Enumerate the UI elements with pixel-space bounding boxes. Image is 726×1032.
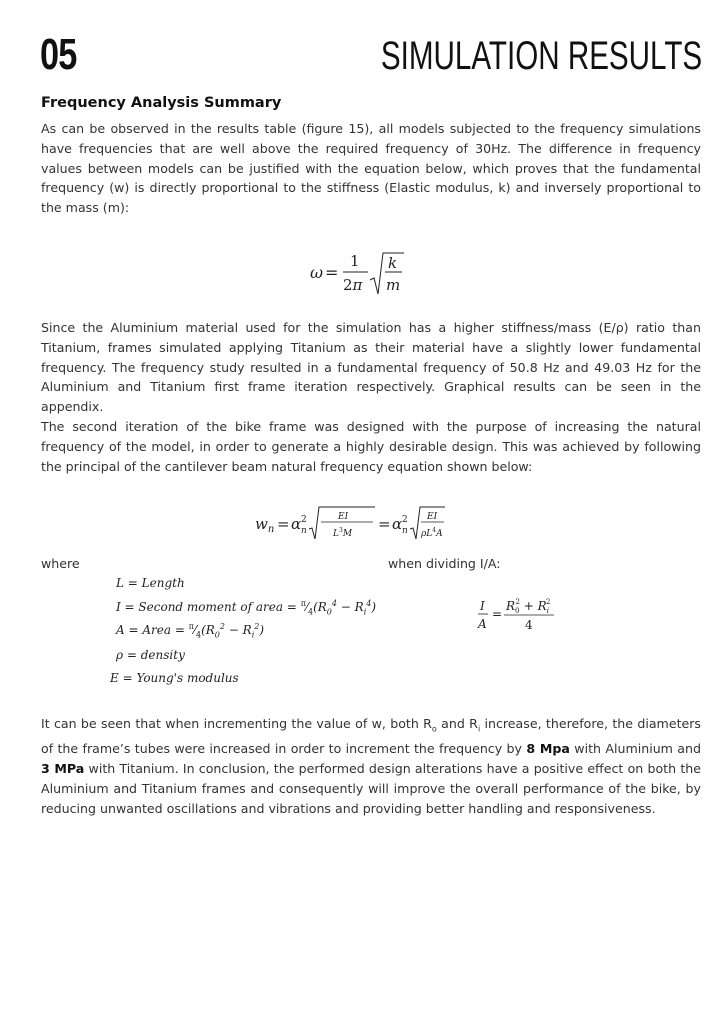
- svg-text:α: α: [291, 515, 302, 533]
- subscript-i: i: [477, 724, 481, 734]
- svg-text:n: n: [301, 526, 307, 536]
- section-title: SIMULATION RESULTS: [380, 34, 702, 78]
- conclusion-text-c: increase, therefore, the diameters of the frame’s tubes were increased in order to increment the frequency by: [41, 716, 701, 757]
- svg-text:=: =: [325, 263, 339, 282]
- equation-fundamental-frequency: [310, 250, 420, 300]
- svg-text:ρL4A: $\rho L^4A$: [421, 527, 443, 539]
- definition-density: ρ = density: [116, 648, 185, 662]
- svg-text:I: I: [480, 599, 485, 613]
- paragraph-material-comparison: Since the Aluminium material used for the simulation has a higher stiffness/mass (E/ρ) ratio than Titanium, frames simulated applying Titanium as their material have a slightly lower fundamental frequency. The frequency study resulted in a fundamental frequency of 50.8 Hz and 49.03 Hz for the Aluminium and Titanium first frame iteration respectively. Graphical results can be seen in the appendix.: [41, 320, 701, 415]
- dividing-label: when dividing I/A:: [388, 556, 501, 571]
- svg-text:A: A: [478, 617, 487, 631]
- subscript-o: o: [431, 724, 437, 734]
- paragraph-frequency-intro: As can be observed in the results table (figure 15), all models subjected to the frequency simulations have frequencies that are well above the required frequency of 30Hz. The difference in frequency values between models can be justified with the equation below, which proves that the fundamental frequency (w) is directly proportional to the stiffness (Elastic modulus, k) and inversely proportional to the mass (m):: [41, 121, 701, 216]
- svg-text:n: n: [402, 526, 408, 536]
- svg-text:wn: $w_n$: [255, 515, 275, 535]
- where-label: where: [41, 556, 80, 571]
- svg-text:=: =: [378, 515, 391, 533]
- svg-text:m: m: [386, 276, 401, 294]
- definition-moment-label: I = Second moment of area =: [116, 600, 301, 614]
- svg-text:EI: EI: [338, 512, 349, 522]
- svg-text:=: =: [492, 607, 503, 621]
- definition-area-label: A = Area =: [116, 623, 189, 637]
- equation-i-over-a: [476, 596, 566, 636]
- svg-text:2: 2: [402, 515, 408, 525]
- svg-text:4: 4: [525, 618, 533, 632]
- svg-text:L3M: $L^3M$: [333, 527, 353, 539]
- svg-text:R02 + Ri2: $R_02 + R_i2$: [506, 598, 551, 615]
- equation-cantilever-frequency: [255, 505, 455, 545]
- svg-text:k: k: [388, 254, 398, 272]
- aluminium-increase-value: 8 Mpa: [526, 741, 570, 757]
- svg-text:ω: ω: [310, 263, 324, 282]
- conclusion-text-d: with Aluminium and: [569, 741, 702, 757]
- definition-area: A = Area = $^\pi⁄_4(R_0^2 - R_i^2)$: [116, 622, 265, 640]
- svg-text:EI: EI: [427, 512, 438, 522]
- paragraph-conclusion: [41, 714, 701, 819]
- conclusion-text-b: and R: [436, 716, 478, 731]
- conclusion-text-a: It can be seen that when incrementing the value of w, both R: [41, 716, 432, 731]
- subsection-heading: Frequency Analysis Summary: [41, 95, 282, 111]
- svg-text:2π: 2π: [343, 276, 363, 294]
- paragraph-second-iteration: The second iteration of the bike frame was designed with the purpose of increasing the natural frequency of the model, in order to generate a highly desirable design. This was achieved by following the principal of the cantilever beam natural frequency equation shown below:: [41, 419, 701, 474]
- svg-text:2: 2: [301, 515, 307, 525]
- conclusion-text-e: with Titanium. In conclusion, the performed design alterations have a positive effect on both the Aluminium and Titanium frames and consequently will improve the overall performance of the bike, by reducing unwanted oscillations and vibrations and providing better handling and responsiveness.: [41, 761, 701, 816]
- definition-young: E = Young's modulus: [110, 671, 239, 685]
- svg-text:α: α: [392, 515, 403, 533]
- svg-text:1: 1: [350, 252, 360, 270]
- section-number: 05: [40, 30, 77, 79]
- titanium-increase-value: 3 MPa: [41, 761, 85, 777]
- definition-length: L = Length: [116, 576, 185, 590]
- definition-moment: I = Second moment of area = $^\pi⁄_4(R_0^4 - R_i^4)$: [116, 599, 377, 617]
- svg-text:=: =: [277, 515, 290, 533]
